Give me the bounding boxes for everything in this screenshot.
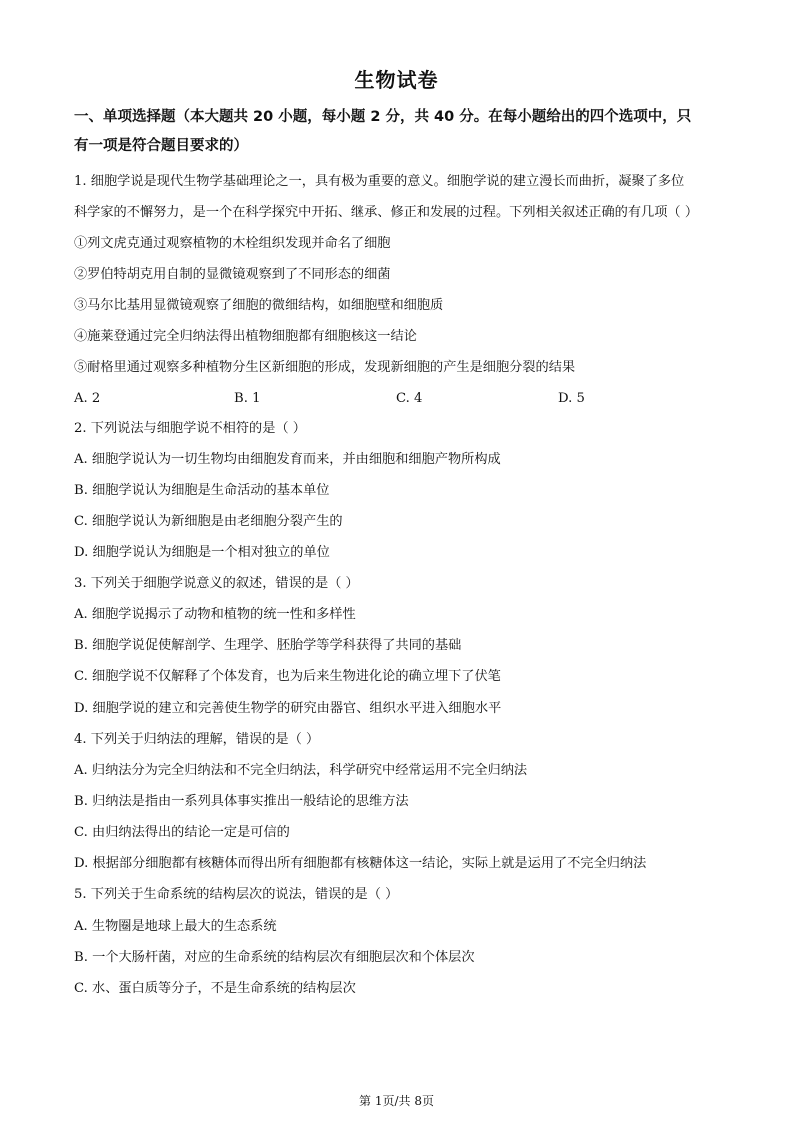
q4-option-d: D. 根据部分细胞都有核糖体而得出所有细胞都有核糖体这一结论，实际上就是运用了不完全归纳法 (74, 856, 647, 871)
q1-statement-2: ②罗伯特胡克用自制的显微镜观察到了不同形态的细菌 (74, 267, 391, 282)
q5-option-c: C. 水、蛋白质等分子，不是生命系统的结构层次 (74, 981, 356, 996)
q5-option-b: B. 一个大肠杆菌，对应的生命系统的结构层次有细胞层次和个体层次 (74, 950, 475, 965)
q5-option-a: A. 生物圈是地球上最大的生态系统 (74, 919, 277, 934)
q4-option-c: C. 由归纳法得出的结论一定是可信的 (74, 825, 290, 840)
q3-option-b: B. 细胞学说促使解剖学、生理学、胚胎学等学科获得了共同的基础 (74, 638, 462, 653)
page-footer: 第 1页/共 8页 (359, 1094, 434, 1108)
q2-option-a: A. 细胞学说认为一切生物均由细胞发育而来，并由细胞和细胞产物所构成 (74, 452, 501, 467)
q1-statement-5: ⑤耐格里通过观察多种植物分生区新细胞的形成，发现新细胞的产生是细胞分裂的结果 (74, 360, 576, 375)
q2-option-c: C. 细胞学说认为新细胞是由老细胞分裂产生的 (74, 514, 343, 529)
q2-option-b: B. 细胞学说认为细胞是生命活动的基本单位 (74, 483, 330, 498)
q1-option-c: C. 4 (396, 391, 423, 406)
q1-stem-line1: 1. 细胞学说是现代生物学基础理论之一，具有极为重要的意义。细胞学说的建立漫长而曲折，凝聚了多位 (74, 174, 685, 189)
q1-option-b: B. 1 (234, 391, 261, 406)
q1-statement-4: ④施莱登通过完全归纳法得出植物细胞都有细胞核这一结论 (74, 329, 417, 344)
q3-option-a: A. 细胞学说揭示了动物和植物的统一性和多样性 (74, 607, 356, 622)
q1-statement-1: ①列文虎克通过观察植物的木栓组织发现并命名了细胞 (74, 236, 391, 251)
page-title: 生物试卷 (354, 68, 439, 92)
q3-option-c: C. 细胞学说不仅解释了个体发育，也为后来生物进化论的确立埋下了伏笔 (74, 669, 501, 684)
q1-statement-3: ③马尔比基用显微镜观察了细胞的微细结构，如细胞壁和细胞质 (74, 298, 444, 313)
q4-option-b: B. 归纳法是指由一系列具体事实推出一般结论的思维方法 (74, 794, 409, 809)
q3-option-d: D. 细胞学说的建立和完善使生物学的研究由器官、组织水平进入细胞水平 (74, 701, 502, 716)
section-heading-line2: 有一项是符合题目要求的） (74, 138, 248, 154)
section-heading (74, 103, 734, 161)
q3-stem: 3. 下列关于细胞学说意义的叙述，错误的是（ ） (74, 576, 359, 591)
section-heading-line1: 一、单项选择题（本大题共 20 小题，每小题 2 分，共 40 分。在每小题给出的四个选项中，只 (74, 109, 692, 125)
q1-stem-line2: 科学家的不懈努力，是一个在科学探究中开拓、继承、修正和发展的过程。下列相关叙述正确的有几项（ ） (74, 205, 699, 220)
q2-stem: 2. 下列说法与细胞学说不相符的是（ ） (74, 421, 306, 436)
q4-stem: 4. 下列关于归纳法的理解，错误的是（ ） (74, 732, 320, 747)
q1-option-d: D. 5 (558, 391, 585, 406)
q5-stem: 5. 下列关于生命系统的结构层次的说法，错误的是（ ） (74, 887, 399, 902)
q2-option-d: D. 细胞学说认为细胞是一个相对独立的单位 (74, 545, 330, 560)
q4-option-a: A. 归纳法分为完全归纳法和不完全归纳法，科学研究中经常运用不完全归纳法 (74, 763, 528, 778)
q1-option-a: A. 2 (74, 391, 101, 406)
